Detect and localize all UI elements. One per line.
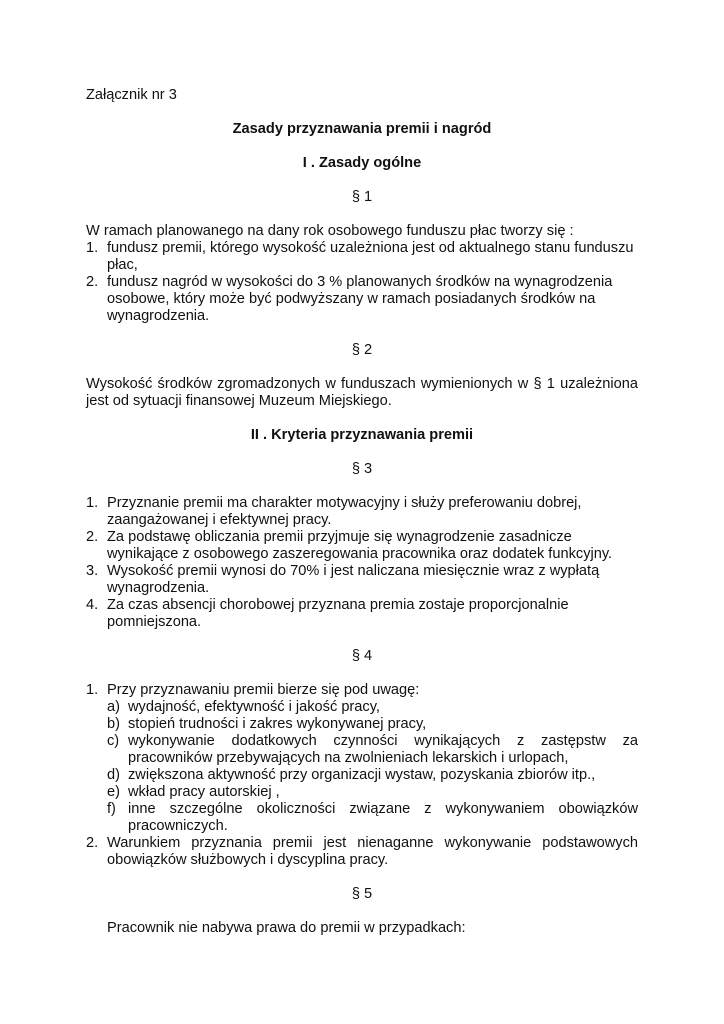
- list-item-text: obowiązków służbowych i dyscyplina pracy.: [107, 852, 389, 868]
- list-number: 2.: [86, 529, 99, 545]
- annex-label: Załącznik nr 3: [86, 87, 177, 103]
- sub-list-letter: a): [107, 699, 120, 715]
- list-item-text: wynagrodzenia.: [107, 308, 210, 324]
- paragraph-mark-5: § 5: [351, 886, 373, 902]
- list-item-text: Przy przyznawaniu premii bierze się pod uwagę:: [107, 682, 420, 698]
- paragraph-mark-4: § 4: [351, 648, 373, 664]
- list-item-text: Za czas absencji chorobowej przyznana premia zostaje proporcjonalnie: [107, 597, 569, 613]
- list-item-text: osobowe, który może być podwyższany w ramach posiadanych środków na: [107, 291, 596, 307]
- paragraph-5-text: Pracownik nie nabywa prawa do premii w przypadkach:: [107, 920, 466, 936]
- list-item-text: fundusz nagród w wysokości do 3 % planowanych środków na wynagrodzenia: [107, 274, 613, 290]
- sub-list-text: inne szczególne okoliczności związane z wykonywaniem obowiązków: [128, 801, 638, 817]
- paragraph-1-intro: W ramach planowanego na dany rok osobowego funduszu płac tworzy się :: [86, 223, 574, 239]
- section-heading-criteria: II . Kryteria przyznawania premii: [250, 427, 474, 443]
- list-item-text: Warunkiem przyznania premii jest nienaganne wykonywanie podstawowych: [107, 835, 638, 851]
- sub-list-letter: d): [107, 767, 120, 783]
- list-number: 2.: [86, 274, 99, 290]
- paragraph-mark-3: § 3: [351, 461, 373, 477]
- list-item-text: płac,: [107, 257, 138, 273]
- sub-list-text: zwiększona aktywność przy organizacji wystaw, pozyskania zbiorów itp.,: [128, 767, 596, 783]
- list-item-text: fundusz premii, którego wysokość uzależniona jest od aktualnego stanu funduszu: [107, 240, 634, 256]
- paragraph-mark-1: § 1: [351, 189, 373, 205]
- list-number: 1.: [86, 495, 99, 511]
- list-number: 2.: [86, 835, 99, 851]
- list-item-text: wynikające z osobowego zaszeregowania pracownika oraz dodatek funkcyjny.: [107, 546, 613, 562]
- sub-list-letter: b): [107, 716, 120, 732]
- list-item-text: Przyznanie premii ma charakter motywacyjny i służy preferowaniu dobrej,: [107, 495, 582, 511]
- sub-list-text: pracowniczych.: [128, 818, 228, 834]
- paragraph-2-text: Wysokość środków zgromadzonych w funduszach wymienionych w § 1 uzależniona: [86, 376, 638, 392]
- document-title: Zasady przyznawania premii i nagród: [232, 121, 492, 137]
- list-number: 4.: [86, 597, 99, 613]
- sub-list-text: wydajność, efektywność i jakość pracy,: [128, 699, 380, 715]
- list-number: 1.: [86, 240, 99, 256]
- paragraph-mark-2: § 2: [351, 342, 373, 358]
- sub-list-letter: f): [107, 801, 116, 817]
- list-item-text: Wysokość premii wynosi do 70% i jest naliczana miesięcznie wraz z wypłatą: [107, 563, 600, 579]
- sub-list-text: stopień trudności i zakres wykonywanej pracy,: [128, 716, 427, 732]
- sub-list-letter: c): [107, 733, 120, 749]
- list-number: 1.: [86, 682, 99, 698]
- list-item-text: Za podstawę obliczania premii przyjmuje się wynagrodzenie zasadnicze: [107, 529, 572, 545]
- list-item-text: zaangażowanej i efektywnej pracy.: [107, 512, 332, 528]
- sub-list-text: wykonywanie dodatkowych czynności wynikających z zastępstw za: [128, 733, 638, 749]
- paragraph-2-text: jest od sytuacji finansowej Muzeum Miejskiego.: [86, 393, 392, 409]
- sub-list-text: wkład pracy autorskiej ,: [128, 784, 280, 800]
- list-number: 3.: [86, 563, 99, 579]
- list-item-text: wynagrodzenia.: [107, 580, 210, 596]
- list-item-text: pomniejszona.: [107, 614, 202, 630]
- sub-list-text: pracowników przebywających na zwolnieniach lekarskich i urlopach,: [128, 750, 569, 766]
- section-heading-general: I . Zasady ogólne: [302, 155, 422, 171]
- sub-list-letter: e): [107, 784, 120, 800]
